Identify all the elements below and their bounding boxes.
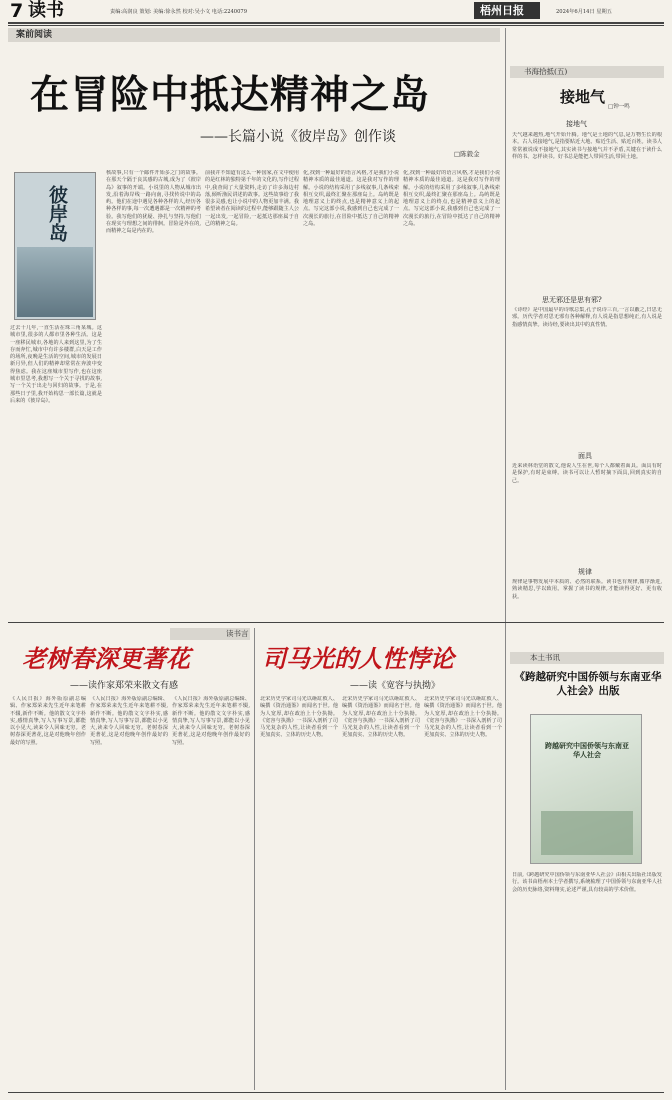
bl-divider [254, 628, 255, 1090]
column-divider [505, 28, 506, 1090]
right-sub1: 接地气 [566, 120, 587, 128]
main-author: □陈毅金 [454, 150, 480, 158]
br-text: 日前,《跨越研究中国侨领与东南亚华人社会》由相关出版社出版发行。该书由梧州本土学者撰写,系统梳理了中国侨领与东南亚华人社会的历史脉络,资料翔实,论述严谨,具有较高的学术价值。 [512, 872, 662, 893]
main-col2-text: 核故事,只有一个邮件开始多之门的故事。在那天个隔于良其感的古城,成为了《彼岸岛》叙事的开端。小说里的人物从城市出发,沿着海岸线一路向南,寻找传说中的岛屿。他们在途中遇见各种各样的人,经历各种各样的事,每一次遭遇都是一次精神的考验。我写他们的犹疑、挣扎与坚持,写他们在现实与理想之间的徘徊。冒险是外在的,而精神之岛是内在的。 [106, 170, 201, 235]
main-kicker: 案前阅读 [16, 30, 53, 40]
bl-col2-text: 《人民日报》海外版原副总编辑、作家郑荣来先生近年来笔耕不辍,新作不断。他的散文文字朴实,感情真挚,写人写事写景,都能以小见大,读来令人回味无穷。老树春深更著花,这是对他晚年创作最好的写照。 [90, 696, 168, 746]
br-book-cover-title: 跨越研究中国侨领与东南亚华人社会 [545, 741, 629, 759]
bm-subtitle: ——读《宽容与执拗》 [350, 681, 441, 691]
bl-kicker: 读书言 [226, 629, 249, 638]
section-rule [8, 622, 664, 623]
book-cover-title: 彼岸岛 [46, 185, 68, 242]
bl-subtitle: ——读作家郑荣来散文有感 [70, 681, 179, 691]
book-cover [14, 172, 96, 320]
br-title: 《跨越研究中国侨领与东南亚华人社会》出版 [514, 671, 662, 697]
bm-col2-text: 北宋历史学家司马光以砸缸救人、编撰《资治通鉴》而闻名于世。他为人宽厚,却在政治上十分执拗。《宽容与执拗》一书深入剖析了司马光复杂的人性,让读者看到一个更加真实、立体的历史人物。 [342, 696, 420, 739]
page-number: 7 [10, 0, 24, 22]
right-text1: 天气越来越热,地气开始升腾。地气是土地的气息,是万物生长的根本。古人说接地气,是指要贴近大地、贴近生活、贴近百姓。读书人常常被说成不接地气,其实读书与接地气并不矛盾,关键在于读什么样的书、怎样读书。好书总是能把人带回生活,带回土地。 [512, 132, 662, 160]
right-sub4: 规律 [578, 568, 592, 576]
right-kicker: 书海拾抵(五) [524, 67, 568, 76]
right-title: 接地气 [560, 88, 606, 106]
bm-title: 司马光的人性悖论 [262, 644, 454, 673]
bm-col1-text: 北宋历史学家司马光以砸缸救人、编撰《资治通鉴》而闻名于世。他为人宽厚,却在政治上十分执拗。《宽容与执拗》一书深入剖析了司马光复杂的人性,让读者看到一个更加真实、立体的历史人物。 [260, 696, 338, 739]
bl-col3-text: 《人民日报》海外版原副总编辑、作家郑荣来先生近年来笔耕不辍,新作不断。他的散文文字朴实,感情真挚,写人写事写景,都能以小见大,读来令人回味无穷。老树春深更著花,这是对他晚年创作最好的写照。 [172, 696, 250, 746]
header-rule [8, 22, 664, 24]
right-author: □钟一鸣 [608, 104, 630, 110]
page-header [0, 0, 672, 22]
main-kicker-band [8, 28, 500, 42]
right-text4: 规律是事物发展中本质的、必然的联系。读书也有规律,循序渐进,熟读精思,学以致用。掌握了读书的规律,才能读得更好、更有收获。 [512, 579, 662, 600]
issue-date: 2024年6月14日 星期五 [556, 9, 612, 15]
main-col5-text: 化,找到一种最好的语言风格,才是我们小说精神本质的最佳通道。这是我对写作的理解。小说的结构采用了多线叙事,几条线索相互交织,最终汇聚在那座岛上。岛屿既是地理意义上的终点,也是精神意义上的起点。写完这部小说,我感到自己也完成了一次漫长的旅行,在冒险中抵达了自己的精神之岛。 [403, 170, 500, 228]
right-sub3: 面具 [578, 452, 592, 460]
main-col4-text: 化,找到一种最好的语言风格,才是我们小说精神本质的最佳通道。这是我对写作的理解。小说的结构采用了多线叙事,几条线索相互交织,最终汇聚在那座岛上。岛屿既是地理意义上的终点,也是精神意义上的起点。写完这部小说,我感到自己也完成了一次漫长的旅行,在冒险中抵达了自己的精神之岛。 [303, 170, 399, 228]
paper-name: 梧州日报 [480, 4, 524, 17]
right-text2: 《诗经》是中国最早的诗歌总集,孔子说诗三百,一言以蔽之,曰思无邪。历代学者对思无邪有各种解释,有人说是指思想纯正,有人说是指感情真挚。读诗经,要读出其中的真性情。 [512, 307, 662, 328]
header-rule-thin [8, 25, 664, 26]
main-subtitle: ——长篇小说《彼岸岛》创作谈 [200, 129, 396, 145]
bl-col1-text: 《人民日报》海外版原副总编辑、作家郑荣来先生近年来笔耕不辍,新作不断。他的散文文字朴实,感情真挚,写人写事写景,都能以小见大,读来令人回味无穷。老树春深更著花,这是对他晚年创作最好的写照。 [10, 696, 86, 746]
bm-col3-text: 北宋历史学家司马光以砸缸救人、编撰《资治通鉴》而闻名于世。他为人宽厚,却在政治上十分执拗。《宽容与执拗》一书深入剖析了司马光复杂的人性,让读者看到一个更加真实、立体的历史人物。 [424, 696, 502, 739]
right-text3: 近来读林语堂的散文,他说人生在世,每个人都戴着面具。面具有时是保护,有时是束缚。读书可以让人暂时摘下面具,回到真实的自己。 [512, 463, 662, 484]
footer-rule [8, 1092, 664, 1093]
main-col3-text: 前我并不知道有这么一种国家,在文中使用的是红林的独特第千年的文化的,写作过程中,我查阅了大量资料,走访了许多海边村落,倾听渔民讲述的故事。这些故事给了我很多灵感,也让小说中的人物更加丰满。我希望读者在阅读的过程中,能够跟随主人公一起出发,一起冒险,一起抵达那座属于自己的精神之岛。 [205, 170, 299, 228]
br-book-cover-art [541, 811, 633, 855]
br-kicker: 本土书讯 [530, 653, 560, 662]
editor-credits: 责编:高润良 策划: 美编:徐永然 校对:吴小文 电话:2240079 [110, 9, 248, 15]
right-sub2: 思无邪还是思有邪? [542, 296, 602, 304]
bl-title: 老树春深更著花 [22, 644, 190, 673]
main-title: 在冒险中抵达精神之岛 [30, 72, 431, 118]
section-title: 读书 [28, 0, 64, 21]
book-cover-art [17, 247, 93, 317]
main-col1-text: 过去十几年,一直生活在珠三角某城。这城市里,很多的人都市里各种生活。这是一座移民城市,各地的人来到这里,为了生存而奔忙,城市中有许多楼群,白天是工作的场所,夜晚是生活的空间,城市的发展日新月异,但人们的精神却常常在奔波中变得焦虑。我在这座城市里写作,也在这座城市里思考,我想写一个关于寻找的故事,写一个关于出走与回归的故事。于是,在那些日子里,我开始构思一部长篇,这就是后来的《彼岸岛》。 [10, 325, 102, 404]
br-book-cover [530, 714, 642, 864]
